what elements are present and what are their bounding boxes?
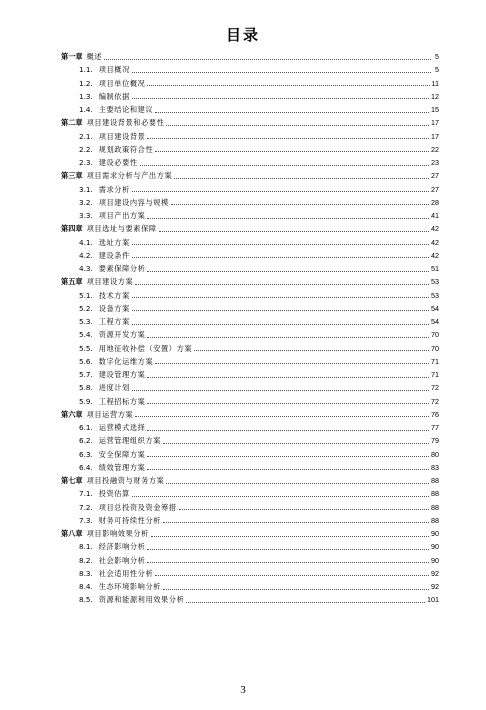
toc-entry-number: 8.2. xyxy=(79,555,93,565)
toc-entry-label: 生态环境影响分析 xyxy=(98,582,162,591)
toc-entry-page: 71 xyxy=(431,356,439,366)
toc-entry-number: 4.3. xyxy=(79,264,93,273)
toc-entry-page: 15 xyxy=(431,105,439,114)
toc-leader-dots xyxy=(147,402,429,404)
toc-chapter-entry[interactable] xyxy=(61,275,439,288)
toc-chapter-entry[interactable] xyxy=(61,50,439,63)
toc-leader-dots xyxy=(166,124,429,126)
toc-entry-label: 项目需求分析与产出方案 xyxy=(86,171,173,181)
toc-entry-page: 22 xyxy=(431,144,439,154)
toc-entry-page: 88 xyxy=(431,515,439,525)
toc-entry-label: 主要结论和建议 xyxy=(98,105,154,114)
toc-section-entry[interactable] xyxy=(61,434,439,447)
toc-entry-label: 项目影响效果分析 xyxy=(86,529,149,538)
toc-entry-page: 90 xyxy=(431,542,439,552)
toc-entry-label: 编制依据 xyxy=(98,91,130,101)
toc-entry-number: 7.3. xyxy=(79,515,93,525)
toc-entry-number: 5.2. xyxy=(79,303,93,313)
toc-entry-number: 4.1. xyxy=(79,237,93,247)
toc-leader-dots xyxy=(147,561,429,563)
toc-entry-label: 需求分析 xyxy=(98,184,130,194)
toc-leader-dots xyxy=(132,190,429,192)
toc-entry-label: 财务可持续性分析 xyxy=(98,515,162,525)
toc-leader-dots xyxy=(147,468,429,470)
toc-entry-number: 1.2. xyxy=(79,78,93,88)
toc-chapter-entry[interactable] xyxy=(61,116,439,129)
toc-section-entry[interactable] xyxy=(61,130,439,143)
toc-entry-page: 101 xyxy=(427,595,439,605)
toc-leader-dots xyxy=(147,137,429,139)
toc-section-entry[interactable] xyxy=(61,501,439,514)
toc-leader-dots xyxy=(132,243,429,245)
toc-leader-dots xyxy=(171,203,429,205)
toc-section-entry[interactable] xyxy=(61,90,439,103)
toc-entry-number: 6.2. xyxy=(79,436,93,446)
toc-leader-dots xyxy=(186,601,425,603)
toc-entry-number: 3.2. xyxy=(79,197,93,207)
toc-entry-page: 28 xyxy=(431,197,439,207)
toc-leader-dots xyxy=(163,442,429,444)
toc-section-entry[interactable] xyxy=(61,143,439,156)
toc-entry-label: 项目建设方案 xyxy=(86,277,134,287)
toc-entry-page: 41 xyxy=(431,211,439,220)
toc-section-entry[interactable] xyxy=(61,103,439,116)
toc-entry-label: 社会适用性分析 xyxy=(98,568,154,578)
toc-leader-dots xyxy=(155,362,429,364)
toc-entry-number: 8.3. xyxy=(79,568,93,578)
toc-entry-number: 第四章 xyxy=(61,224,83,234)
toc-entry-page: 53 xyxy=(431,290,439,300)
toc-section-entry[interactable] xyxy=(61,461,439,474)
toc-leader-dots xyxy=(132,389,429,391)
toc-leader-dots xyxy=(147,84,429,86)
toc-section-entry[interactable] xyxy=(61,315,439,328)
toc-leader-dots xyxy=(194,349,429,351)
toc-entry-page: 80 xyxy=(431,449,439,459)
toc-entry-label: 技术方案 xyxy=(98,290,130,300)
toc-entry-page: 5 xyxy=(435,52,439,61)
toc-entry-number: 第八章 xyxy=(61,529,83,538)
toc-leader-dots xyxy=(155,574,429,576)
toc-entry-label: 设备方案 xyxy=(98,303,130,313)
toc-entry-label: 项目单位概况 xyxy=(98,78,146,88)
toc-entry-page: 54 xyxy=(431,303,439,313)
toc-entry-number: 6.4. xyxy=(79,462,93,472)
toc-entry-label: 项目建设背景和必要性 xyxy=(86,118,165,128)
toc-entry-page: 42 xyxy=(431,250,439,260)
toc-entry-label: 项目建设背景 xyxy=(98,131,146,141)
toc-entry-label: 用地征收补偿（安置）方案 xyxy=(98,343,193,353)
toc-leader-dots xyxy=(147,376,429,378)
toc-entry-page: 92 xyxy=(431,568,439,578)
toc-leader-dots xyxy=(135,415,429,417)
toc-section-entry[interactable] xyxy=(61,77,439,90)
toc-section-entry[interactable] xyxy=(61,421,439,434)
toc-entry-label: 安全保障方案 xyxy=(98,449,146,459)
toc-leader-dots xyxy=(163,588,429,590)
toc-section-entry[interactable] xyxy=(61,249,439,262)
toc-entry-page: 76 xyxy=(431,409,439,419)
toc-entry-page: 12 xyxy=(431,91,439,101)
toc-section-entry[interactable] xyxy=(61,209,439,222)
toc-section-entry[interactable] xyxy=(61,567,439,580)
toc-leader-dots xyxy=(132,256,429,258)
toc-entry-label: 运营模式选择 xyxy=(98,423,146,432)
toc-entry-number: 第二章 xyxy=(61,118,83,128)
toc-entry-page: 70 xyxy=(431,343,439,353)
toc-entry-number: 5.8. xyxy=(79,383,93,393)
toc-section-entry[interactable] xyxy=(61,593,439,606)
toc-entry-number: 3.1. xyxy=(79,184,93,194)
toc-entry-page: 54 xyxy=(431,317,439,326)
toc-chapter-entry[interactable] xyxy=(61,169,439,182)
toc-entry-label: 经济影响分析 xyxy=(98,542,146,552)
toc-entry-page: 83 xyxy=(431,462,439,472)
toc-section-entry[interactable] xyxy=(61,156,439,169)
toc-entry-number: 1.4. xyxy=(79,105,93,114)
toc-leader-dots xyxy=(135,283,429,285)
toc-entry-label: 项目投融资与财务方案 xyxy=(86,476,165,485)
toc-entry-page: 90 xyxy=(431,529,439,538)
toc-entry-page: 70 xyxy=(431,330,439,340)
toc-entry-number: 2.2. xyxy=(79,144,93,154)
toc-entry-label: 建设条件 xyxy=(98,250,130,260)
toc-section-entry[interactable] xyxy=(61,236,439,249)
toc-entry-number: 2.1. xyxy=(79,131,93,141)
toc-section-entry[interactable] xyxy=(61,381,439,394)
toc-entry-label: 投资估算 xyxy=(98,489,130,499)
toc-section-entry[interactable] xyxy=(61,328,439,341)
toc-entry-label: 绩效管理方案 xyxy=(98,462,146,472)
toc-entry-page: 72 xyxy=(431,383,439,393)
toc-entry-number: 5.7. xyxy=(79,370,93,379)
toc-entry-label: 进度计划 xyxy=(98,383,130,393)
table-of-contents xyxy=(61,50,439,607)
toc-entry-number: 7.2. xyxy=(79,502,93,512)
toc-entry-page: 90 xyxy=(431,555,439,565)
toc-title: 目录 xyxy=(225,26,260,44)
toc-entry-number: 5.9. xyxy=(79,396,93,406)
toc-entry-label: 概述 xyxy=(86,52,103,61)
toc-leader-dots xyxy=(166,482,429,484)
toc-section-entry[interactable] xyxy=(61,448,439,461)
toc-entry-number: 5.4. xyxy=(79,330,93,340)
toc-entry-number: 第七章 xyxy=(61,476,83,485)
toc-entry-label: 项目概况 xyxy=(98,65,130,75)
toc-entry-number: 第六章 xyxy=(61,409,83,419)
toc-entry-label: 运营管理组织方案 xyxy=(98,436,162,446)
toc-entry-label: 建设管理方案 xyxy=(98,370,146,379)
toc-entry-number: 8.1. xyxy=(79,542,93,552)
toc-leader-dots xyxy=(174,177,429,179)
toc-entry-label: 项目运营方案 xyxy=(86,409,134,419)
toc-leader-dots xyxy=(132,97,429,99)
toc-leader-dots xyxy=(155,111,429,113)
toc-entry-page: 51 xyxy=(431,264,439,273)
toc-entry-number: 1.1. xyxy=(79,65,93,75)
toc-section-entry[interactable] xyxy=(61,183,439,196)
toc-entry-page: 5 xyxy=(435,65,439,75)
toc-entry-label: 要素保障分析 xyxy=(98,264,146,273)
toc-entry-number: 8.5. xyxy=(79,595,93,605)
toc-entry-page: 27 xyxy=(431,171,439,181)
toc-entry-label: 工程招标方案 xyxy=(98,396,146,406)
toc-entry-page: 72 xyxy=(431,396,439,406)
toc-entry-page: 88 xyxy=(431,489,439,499)
toc-entry-number: 4.2. xyxy=(79,250,93,260)
toc-leader-dots xyxy=(132,296,429,298)
toc-section-entry[interactable] xyxy=(61,355,439,368)
toc-leader-dots xyxy=(147,548,429,550)
toc-entry-page: 42 xyxy=(431,224,439,234)
toc-leader-dots xyxy=(147,429,429,431)
toc-entry-page: 42 xyxy=(431,237,439,247)
toc-entry-label: 建设必要性 xyxy=(98,158,138,167)
toc-entry-label: 规划政策符合性 xyxy=(98,144,154,154)
toc-section-entry[interactable] xyxy=(61,514,439,527)
toc-entry-label: 资源开发方案 xyxy=(98,330,146,340)
toc-entry-label: 选址方案 xyxy=(98,237,130,247)
toc-entry-number: 1.3. xyxy=(79,91,93,101)
toc-entry-number: 6.3. xyxy=(79,449,93,459)
toc-entry-number: 6.1. xyxy=(79,423,93,432)
toc-leader-dots xyxy=(147,270,429,272)
toc-entry-number: 5.1. xyxy=(79,290,93,300)
toc-leader-dots xyxy=(132,309,429,311)
toc-entry-label: 项目选址与要素保障 xyxy=(86,224,157,234)
toc-entry-number: 8.4. xyxy=(79,582,93,591)
toc-section-entry[interactable] xyxy=(61,302,439,315)
toc-section-entry[interactable] xyxy=(61,487,439,500)
toc-entry-number: 第三章 xyxy=(61,171,83,181)
toc-chapter-entry[interactable] xyxy=(61,474,439,487)
toc-entry-number: 5.3. xyxy=(79,317,93,326)
toc-entry-page: 11 xyxy=(431,78,439,88)
toc-section-entry[interactable] xyxy=(61,580,439,593)
toc-entry-number: 第五章 xyxy=(61,277,83,287)
toc-leader-dots xyxy=(147,336,429,338)
toc-section-entry[interactable] xyxy=(61,196,439,209)
toc-entry-page: 88 xyxy=(431,502,439,512)
toc-entry-number: 5.6. xyxy=(79,356,93,366)
toc-entry-page: 88 xyxy=(431,476,439,485)
toc-section-entry[interactable] xyxy=(61,289,439,302)
toc-leader-dots xyxy=(151,535,429,537)
toc-section-entry[interactable] xyxy=(61,554,439,567)
toc-section-entry[interactable] xyxy=(61,63,439,76)
toc-section-entry[interactable] xyxy=(61,540,439,553)
toc-entry-label: 资源和能源利用效果分析 xyxy=(98,595,185,605)
toc-entry-page: 17 xyxy=(431,118,439,128)
toc-entry-label: 工程方案 xyxy=(98,317,130,326)
toc-section-entry[interactable] xyxy=(61,368,439,381)
toc-entry-number: 第一章 xyxy=(61,52,83,61)
toc-entry-number: 3.3. xyxy=(79,211,93,220)
toc-section-entry[interactable] xyxy=(61,262,439,275)
toc-entry-label: 数字化运维方案 xyxy=(98,356,154,366)
toc-entry-page: 79 xyxy=(431,436,439,446)
toc-entry-label: 项目建设内容与规模 xyxy=(98,197,169,207)
toc-entry-label: 社会影响分析 xyxy=(98,555,146,565)
toc-leader-dots xyxy=(179,508,429,510)
toc-entry-number: 2.3. xyxy=(79,158,93,167)
toc-entry-number: 5.5. xyxy=(79,343,93,353)
toc-entry-page: 71 xyxy=(431,370,439,379)
toc-entry-label: 项目产出方案 xyxy=(98,211,146,220)
toc-section-entry[interactable] xyxy=(61,395,439,408)
toc-leader-dots xyxy=(140,164,429,166)
toc-section-entry[interactable] xyxy=(61,342,439,355)
toc-leader-dots xyxy=(159,230,429,232)
page-number: 3 xyxy=(240,684,246,696)
toc-leader-dots xyxy=(155,150,429,152)
toc-leader-dots xyxy=(132,323,429,325)
toc-leader-dots xyxy=(163,521,429,523)
toc-entry-page: 92 xyxy=(431,582,439,591)
toc-entry-number: 7.1. xyxy=(79,489,93,499)
toc-chapter-entry[interactable] xyxy=(61,408,439,421)
toc-leader-dots xyxy=(104,58,431,60)
toc-chapter-entry[interactable] xyxy=(61,222,439,235)
toc-entry-page: 17 xyxy=(431,131,439,141)
toc-entry-page: 27 xyxy=(431,184,439,194)
toc-leader-dots xyxy=(132,71,431,73)
toc-entry-page: 23 xyxy=(431,158,439,167)
toc-entry-page: 77 xyxy=(431,423,439,432)
toc-leader-dots xyxy=(147,217,429,219)
toc-chapter-entry[interactable] xyxy=(61,527,439,540)
toc-entry-page: 53 xyxy=(431,277,439,287)
toc-entry-label: 项目总投资及资金筹措 xyxy=(98,502,177,512)
toc-leader-dots xyxy=(147,455,429,457)
toc-leader-dots xyxy=(132,495,429,497)
